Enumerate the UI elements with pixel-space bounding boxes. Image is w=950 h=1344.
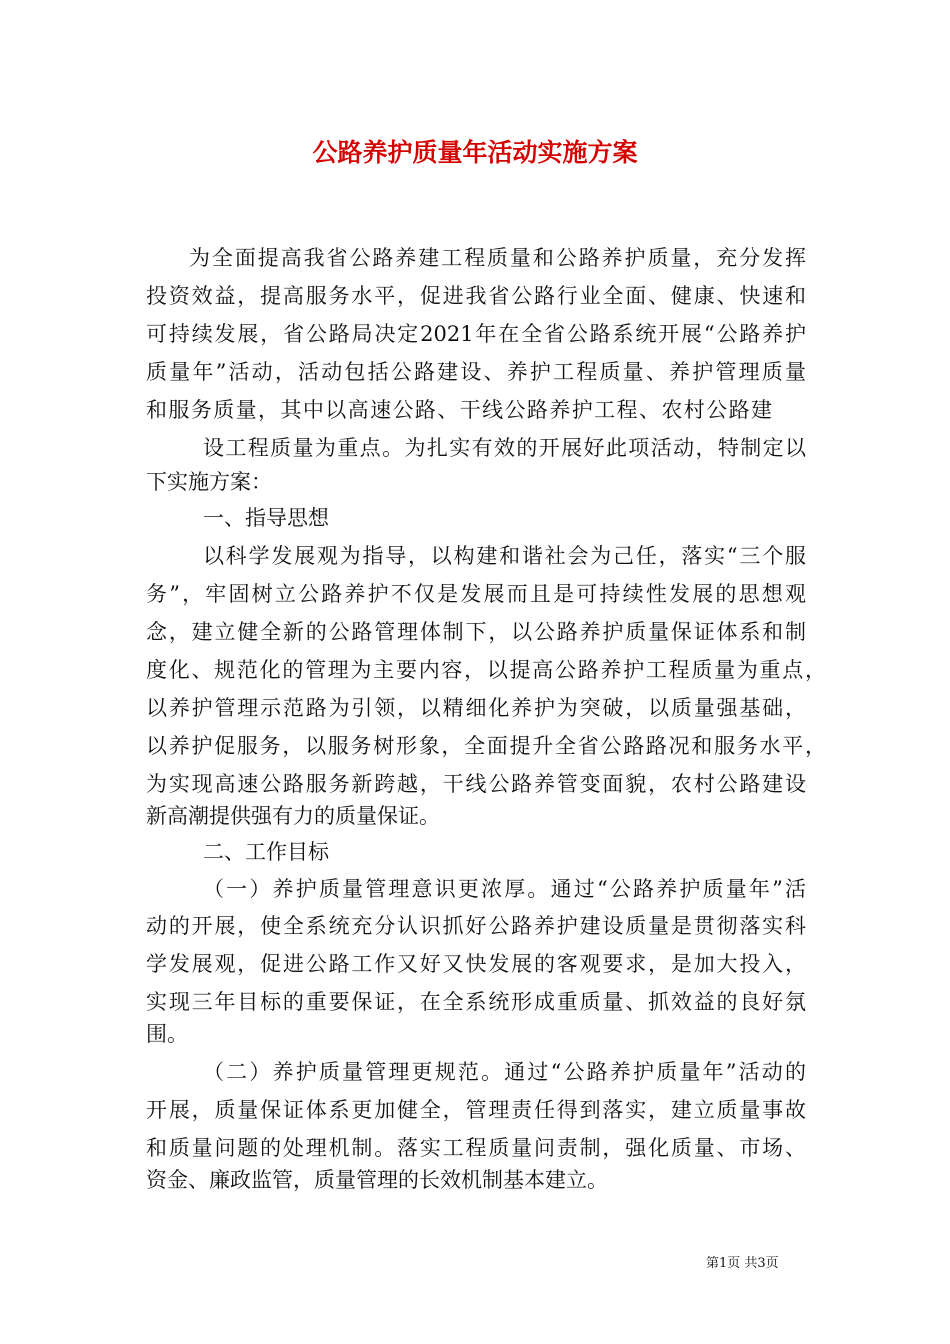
section-heading: 二、工作目标 bbox=[203, 840, 329, 864]
paragraph-line: 设工程质量为重点。为扎实有效的开展好此项活动，特制定以 bbox=[203, 436, 806, 460]
paragraph-line: 为实现高速公路服务新跨越，干线公路养管变面貌，农村公路建设 bbox=[146, 772, 806, 796]
page-number: 第1页 共3页 bbox=[706, 1256, 779, 1271]
paragraph-line: 动的开展，使全系统充分认识抓好公路养护建设质量是贯彻落实科 bbox=[146, 914, 806, 938]
paragraph-line: 新高潮提供强有力的质量保证。 bbox=[146, 804, 440, 828]
paragraph-line: 以科学发展观为指导，以构建和谐社会为己任，落实“三个服 bbox=[203, 544, 806, 568]
paragraph-line: 资金、廉政监管，质量管理的长效机制基本建立。 bbox=[146, 1168, 608, 1192]
section-heading: 一、指导思想 bbox=[203, 506, 329, 530]
paragraph-line: 围。 bbox=[146, 1022, 188, 1046]
paragraph-line: （二）养护质量管理更规范。通过“公路养护质量年”活动的 bbox=[203, 1060, 806, 1084]
paragraph-line: 为全面提高我省公路养建工程质量和公路养护质量，充分发挥 bbox=[189, 246, 806, 270]
paragraph-line: 可持续发展，省公路局决定2021年在全省公路系统开展“公路养护 bbox=[146, 322, 806, 346]
paragraph-line: 实现三年目标的重要保证，在全系统形成重质量、抓效益的良好氛 bbox=[146, 990, 806, 1014]
paragraph-line: 务”，牢固树立公路养护不仅是发展而且是可持续性发展的思想观 bbox=[146, 582, 806, 606]
paragraph-line: 和质量问题的处理机制。落实工程质量问责制，强化质量、市场、 bbox=[146, 1136, 806, 1160]
paragraph-line: 开展，质量保证体系更加健全，管理责任得到落实，建立质量事故 bbox=[146, 1098, 806, 1122]
paragraph-line: 学发展观，促进公路工作又好又快发展的客观要求，是加大投入， bbox=[146, 952, 806, 976]
paragraph-line: 下实施方案： bbox=[146, 470, 272, 494]
document-title: 公路养护质量年活动实施方案 bbox=[312, 138, 638, 167]
paragraph-line: 念，建立健全新的公路管理体制下，以公路养护质量保证体系和制 bbox=[146, 620, 806, 644]
paragraph-line: 和服务质量，其中以高速公路、干线公路养护工程、农村公路建 bbox=[146, 398, 772, 422]
paragraph-line: （一）养护质量管理意识更浓厚。通过“公路养护质量年”活 bbox=[203, 877, 806, 901]
paragraph-line: 以养护促服务，以服务树形象，全面提升全省公路路况和服务水平， bbox=[146, 734, 826, 758]
paragraph-line: 以养护管理示范路为引领，以精细化养护为突破，以质量强基础， bbox=[146, 696, 806, 720]
paragraph-line: 质量年”活动，活动包括公路建设、养护工程质量、养护管理质量 bbox=[146, 360, 806, 384]
paragraph-line: 投资效益，提高服务水平，促进我省公路行业全面、健康、快速和 bbox=[146, 284, 806, 308]
paragraph-line: 度化、规范化的管理为主要内容，以提高公路养护工程质量为重点， bbox=[146, 658, 826, 682]
